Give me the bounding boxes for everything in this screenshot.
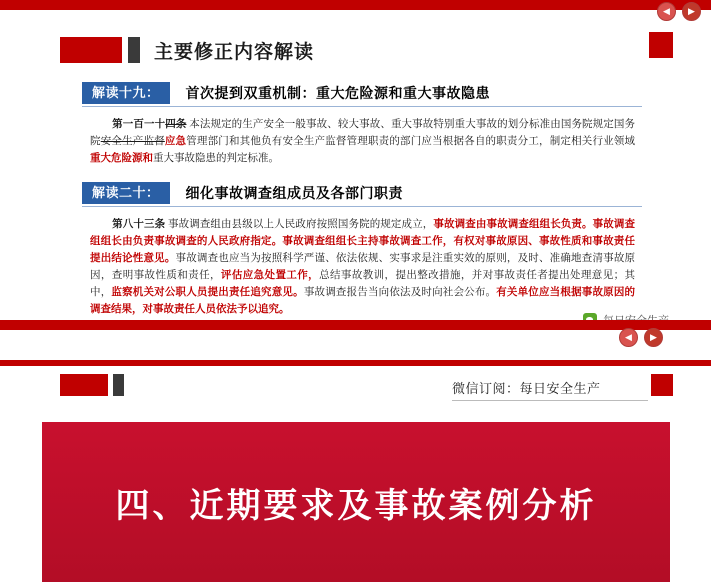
- slide1-bottom-bar: [0, 320, 711, 330]
- slide2-decor-red: [60, 374, 108, 396]
- title-decor-dark: [128, 37, 140, 63]
- player-controls-middle[interactable]: [619, 328, 663, 347]
- next-button-top[interactable]: ▶: [682, 2, 701, 21]
- next-button-middle[interactable]: ▶: [644, 328, 663, 347]
- article-number-strike: 四条: [165, 119, 187, 130]
- para2-highlight-4: 评估应急处置工作，: [220, 270, 320, 281]
- section-2-label: 解读二十：: [82, 182, 170, 204]
- para1-text-2: 管理部门和其他负有安全生产监督管理职责的部门应当根据各自的职责分工，制定相关行业领域: [186, 136, 636, 147]
- section-2-paragraph: [90, 216, 635, 318]
- slide1-top-bar: [0, 0, 711, 10]
- subscribe-label: 微信订阅：每日安全生产: [452, 381, 601, 396]
- section-header-2: [82, 182, 403, 204]
- prev-button-top[interactable]: ◀: [657, 2, 676, 21]
- para2-highlight-1: 事故调查由事故调查组组长负责。: [433, 219, 593, 230]
- para1-text-3: 重大事故隐患的判定标准。: [153, 153, 279, 164]
- title-decor-red: [60, 37, 122, 63]
- slide2-decor-row: [60, 374, 124, 396]
- para1-highlight-1: 应急: [164, 136, 187, 147]
- slide1-content: [0, 10, 711, 320]
- para2-text-2: 事故调查也应当为按照科学严谨、依法依规、实事求是注重实效的原则，及时、准确地查清事故原因，查明事故性质和责任，: [90, 253, 636, 281]
- prev-button-middle[interactable]: ◀: [619, 328, 638, 347]
- para2-text-4: 事故调查报告当向依法及时向社会公布。: [303, 287, 497, 298]
- subscribe-underline: [452, 400, 648, 401]
- para2-text-3: 总结事故教训，提出整改措施，并对事故责任者提出处理意见；其中，: [90, 270, 636, 298]
- slide2-decor-dark: [113, 374, 124, 396]
- slide2-decor-right: [651, 374, 673, 396]
- para2-highlight-2: 事故调查组组长由负责事故调查的人民政府指定。: [90, 219, 636, 247]
- title-decor-right: [649, 32, 673, 58]
- para2-highlight-3: 事故调查组组长主持事故调查工作，有权对事故原因、事故性质和事故责任提出结论性意见。: [90, 236, 636, 264]
- section-2-heading: 细化事故调查组成员及各部门职责: [185, 185, 404, 201]
- section-1-divider: [82, 106, 642, 107]
- para2-text-1: 事故调查组由县级以上人民政府按照国务院的规定成立，: [165, 219, 434, 230]
- para2-highlight-5: 监察机关对公职人员提出责任追究意见。: [111, 287, 304, 298]
- slide-2: [0, 360, 711, 582]
- article-number-2: 第八十三条: [112, 219, 166, 230]
- section-header-1: [82, 82, 490, 104]
- section-1-paragraph: [90, 116, 635, 167]
- page-title: 主要修正内容解读: [154, 41, 315, 63]
- para1-strike-1: 安全生产监督: [100, 136, 165, 147]
- player-controls-top[interactable]: [657, 2, 701, 21]
- para1-highlight-2: 重大危险源和: [90, 153, 153, 164]
- slide2-top-bar: [0, 360, 711, 366]
- section-1-label: 解读十九：: [82, 82, 170, 104]
- section-2-divider: [82, 206, 642, 207]
- section-banner: [42, 422, 670, 582]
- para2-highlight-6: 有关单位应当根据事故原因的调查结果，对事故责任人员依法予以追究。: [90, 287, 636, 315]
- section-banner-title: 四、近期要求及事故案例分析: [115, 487, 597, 525]
- section-1-heading: 首次提到双重机制：重大危险源和重大事故隐患: [185, 85, 491, 101]
- slide1-title-row: [60, 32, 314, 68]
- para1-text-1: 本法规定的生产安全一般事故、较大事故、重大事故特别重大事故的划分标准由国务院规定国务院: [90, 119, 636, 147]
- article-number-prefix: 第一百一十: [112, 119, 166, 130]
